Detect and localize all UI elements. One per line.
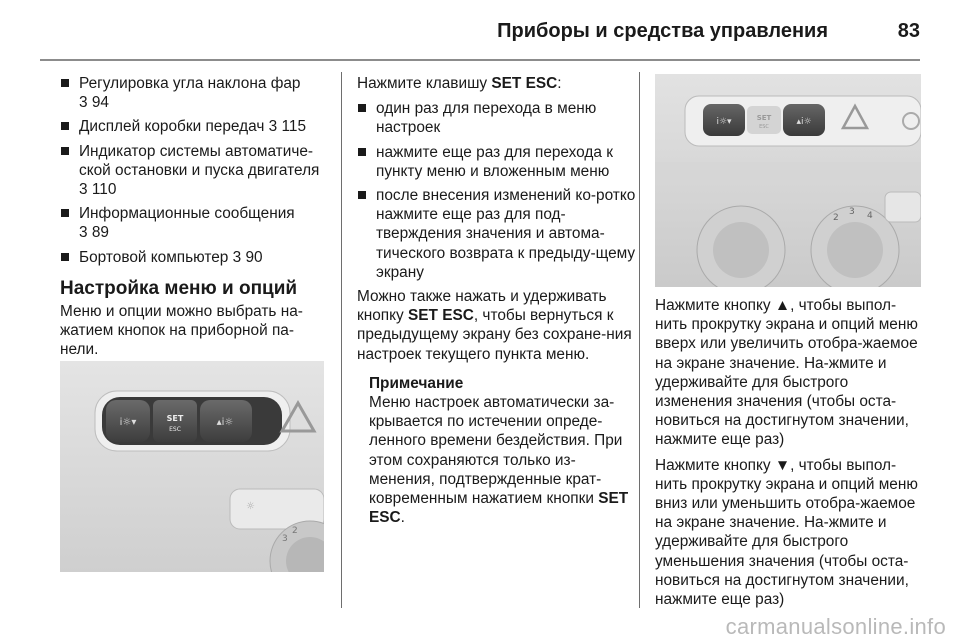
esc-label: ESC xyxy=(759,124,769,130)
page-reference[interactable]: 3 110 xyxy=(79,181,117,199)
list-item-text: Регулировка угла наклона фар xyxy=(79,75,301,92)
reference-arrow-icon: 3 xyxy=(79,94,88,112)
list-item xyxy=(60,142,324,200)
page-reference[interactable]: 3 94 xyxy=(79,94,109,112)
watermark: carmanualsonline.info xyxy=(725,614,946,639)
reference-arrow-icon: 3 xyxy=(79,224,88,242)
list-item-text: Дисплей коробки передач xyxy=(79,118,265,136)
key-name: SET ESC xyxy=(408,307,474,325)
list-item xyxy=(60,204,324,242)
page-reference[interactable]: 3 115 xyxy=(268,118,307,136)
svg-text:☼: ☼ xyxy=(246,501,255,512)
column-divider xyxy=(341,72,342,608)
list-item xyxy=(60,248,324,267)
column-divider xyxy=(639,72,640,608)
column-right xyxy=(655,296,921,615)
svg-text:2: 2 xyxy=(292,526,298,536)
page-number: 83 xyxy=(897,20,920,42)
esc-label: ESC xyxy=(169,426,181,433)
paragraph: Можно также нажать и удерживать кнопку SET ESC, чтобы вернуться к предыдущему экрану без сохране-ния настроек текущего пункта меню. xyxy=(357,288,632,363)
set-label: SET xyxy=(756,114,772,122)
page-title: Приборы и средства управления xyxy=(497,20,828,42)
list-item-text: Информационные сообщения xyxy=(79,205,295,223)
column-middle xyxy=(357,74,637,527)
note-box xyxy=(357,374,637,528)
list-item: нажмите еще раз для перехода к пункту меню и вложенным меню xyxy=(357,143,637,181)
paragraph: Нажмите кнопку ▲, чтобы выпол-нить прокрутку экрана и опций меню вверх или увеличить отобра-жаемое на экране значение. На-жмите и удерживайте для быстрого изменения значения (чтобы оста-новиться на достигнутом значении, нажмите еще раз) xyxy=(655,297,918,449)
list-item xyxy=(60,117,324,136)
key-name: SET ESC xyxy=(369,490,629,527)
paragraph: Нажмите клавишу SET ESC: xyxy=(357,75,562,92)
control-panel-image xyxy=(655,74,921,287)
svg-text:▴i☼: ▴i☼ xyxy=(796,117,812,127)
reference-arrow-icon: 3 xyxy=(268,118,278,136)
reference-arrow-icon: 3 xyxy=(232,248,242,266)
paragraph: Нажмите кнопку ▼, чтобы выпол-нить прокрутку экрана и опций меню вниз или уменьшить отобра-жаемое на экране значение. На-жмите и удерживайте для быстрого уменьшения значения (чтобы оста-новиться на достигнутом значении, нажмите еще раз) xyxy=(655,456,918,609)
dashboard-buttons-photo xyxy=(60,361,324,572)
list-item-text: Бортовой компьютер xyxy=(79,248,229,266)
list-item: один раз для перехода в меню настроек xyxy=(357,99,637,137)
column-left xyxy=(60,74,324,365)
dashboard-controls-photo xyxy=(655,74,921,287)
note-text: Меню настроек автоматически за-крывается по истечении опреде-ленного времени бездействия. При этом сохраняются только из-менения, подтвержденные крат-ковременным нажатием кнопки SET ESC. xyxy=(369,394,629,527)
page-reference[interactable]: 3 89 xyxy=(79,224,109,242)
key-name: SET ESC xyxy=(491,75,558,92)
note-heading: Примечание xyxy=(369,374,464,392)
svg-text:▴i☼: ▴i☼ xyxy=(216,417,234,428)
list-item: после внесения изменений ко-ротко нажмите еще раз для под-тверждения значения и автома-тического возврата к предыду-щему экрану xyxy=(357,186,637,282)
header-divider xyxy=(40,59,920,61)
reference-arrow-icon: 3 xyxy=(79,181,88,199)
svg-text:2: 2 xyxy=(833,213,839,223)
svg-text:4: 4 xyxy=(867,211,873,221)
svg-text:3: 3 xyxy=(849,207,855,217)
svg-text:3: 3 xyxy=(282,534,288,544)
section-heading: Настройка меню и опций xyxy=(60,277,298,299)
list-item-text: Индикатор системы автоматиче-ской остановки и пуска двигателя xyxy=(79,142,320,179)
svg-text:i☼▾: i☼▾ xyxy=(119,417,137,428)
svg-text:i☼▾: i☼▾ xyxy=(716,117,732,127)
page-reference[interactable]: 3 90 xyxy=(232,248,263,266)
list-item xyxy=(60,74,324,112)
set-label: SET xyxy=(166,414,184,423)
page-header xyxy=(40,0,920,60)
paragraph: Меню и опции можно выбрать на-жатием кнопок на приборной па-нели. xyxy=(60,302,303,359)
button-panel-image xyxy=(60,361,324,572)
